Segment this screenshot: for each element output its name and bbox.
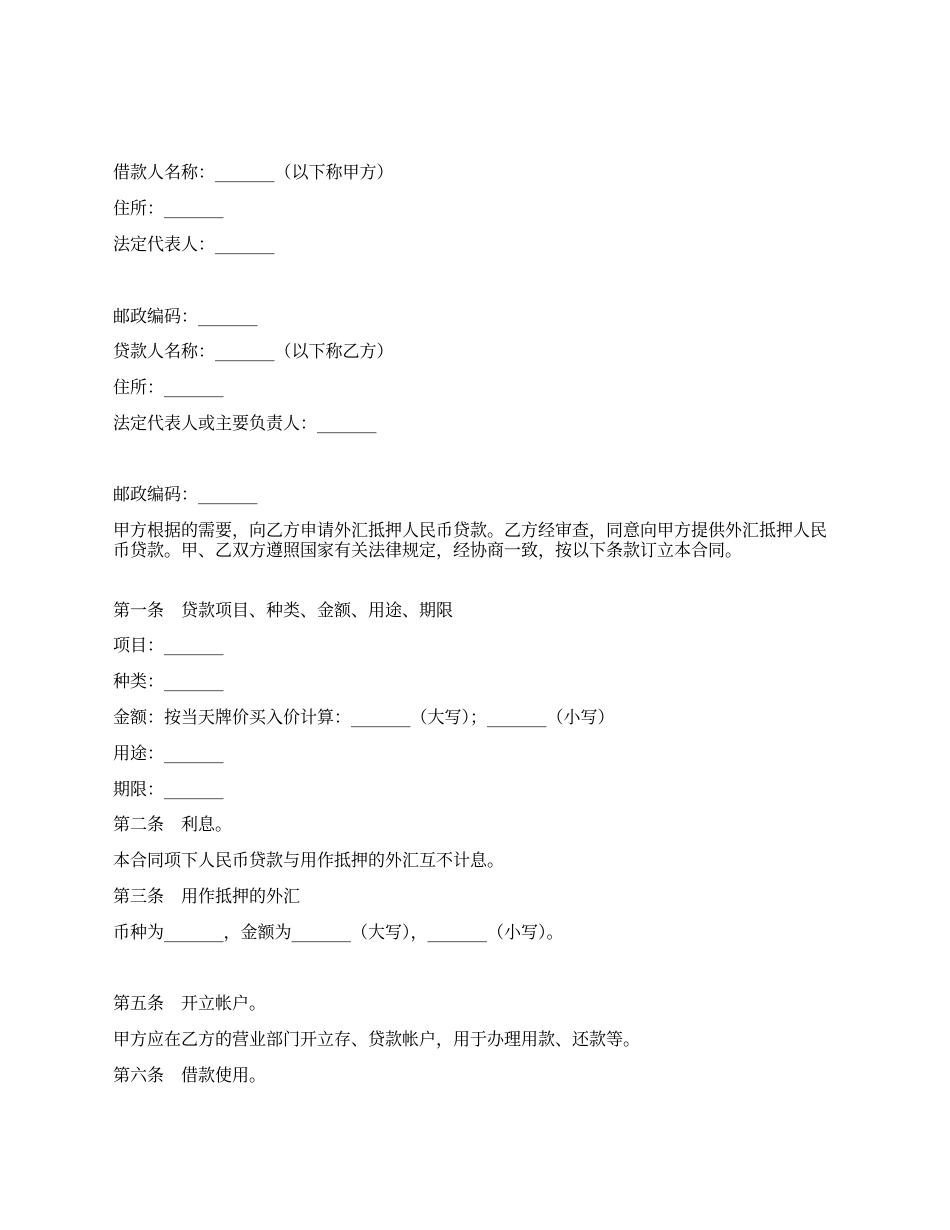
purpose-line: 用途：_______: [113, 744, 224, 764]
borrower-legal-rep-line: 法定代表人：_______: [113, 235, 275, 255]
article-3-heading: 第三条 用作抵押的外汇: [113, 887, 300, 907]
amount-line: 金额：按当天牌价买入价计算：_______（大写）；_______（小写）: [113, 708, 615, 728]
term-line: 期限：_______: [113, 780, 224, 800]
article-1-heading: 第一条 贷款项目、种类、金额、用途、期限: [113, 601, 453, 621]
account-paragraph: 甲方应在乙方的营业部门开立存、贷款帐户，用于办理用款、还款等。: [113, 1030, 640, 1050]
article-6-heading: 第六条 借款使用。: [113, 1066, 266, 1086]
lender-name-line: 贷款人名称：_______（以下称乙方）: [113, 342, 394, 362]
article-2-heading: 第二条 利息。: [113, 815, 232, 835]
project-line: 项目：_______: [113, 636, 224, 656]
borrower-postcode-line: 邮政编码：_______: [113, 307, 258, 327]
lender-address-line: 住所：_______: [113, 378, 224, 398]
interest-paragraph: 本合同项下人民币贷款与用作抵押的外汇互不计息。: [113, 851, 504, 871]
borrower-address-line: 住所：_______: [113, 199, 224, 219]
lender-legal-rep-line: 法定代表人或主要负责人：_______: [113, 414, 377, 434]
article-5-heading: 第五条 开立帐户。: [113, 994, 266, 1014]
preamble-paragraph: 甲方根据的需要，向乙方申请外汇抵押人民币贷款。乙方经审查，同意向甲方提供外汇抵押人民币贷款。甲、乙双方遵照国家有关法律规定，经协商一致，按以下条款订立本合同。: [113, 521, 827, 561]
collateral-currency-line: 币种为_______，金额为_______（大写），_______（小写）。: [113, 923, 564, 943]
borrower-name-line: 借款人名称：_______（以下称甲方）: [113, 163, 394, 183]
lender-postcode-line: 邮政编码：_______: [113, 485, 258, 505]
category-line: 种类：_______: [113, 672, 224, 692]
